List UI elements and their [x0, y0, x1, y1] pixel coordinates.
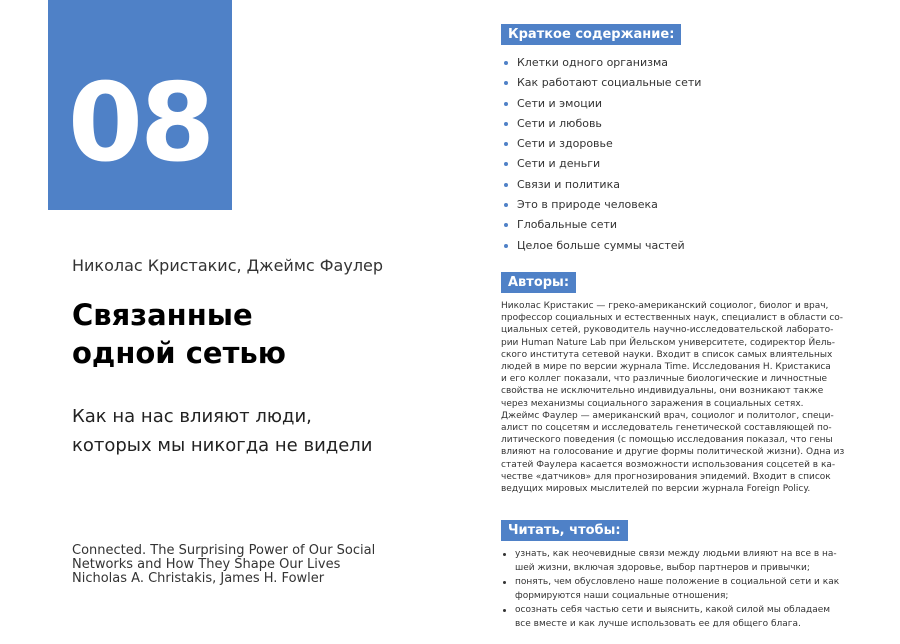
authors-text-line: циальных сетей, руководитель научно-исследовательской лаборато-: [501, 325, 834, 336]
authors-text-line: литического поведения (с помощью исследования показал, что гены: [501, 435, 833, 446]
read-item: [501, 604, 831, 631]
authors-text-line: и его коллег показали, что различные биологические и личностные: [501, 374, 828, 385]
summary-item: Сети и деньги: [501, 156, 701, 176]
summary-item: Связи и политика: [501, 177, 701, 197]
summary-item: Клетки одного организма: [501, 55, 701, 75]
summary-section: [501, 24, 701, 258]
original-title: [72, 544, 375, 586]
book-title: [72, 296, 286, 372]
book-subtitle: [72, 402, 373, 460]
summary-item: Сети и здоровье: [501, 136, 701, 156]
authors-text: [501, 300, 845, 495]
chapter-number: 08: [67, 61, 213, 186]
read-item: [501, 548, 837, 575]
authors-text-line: профессор социальных и естественных наук, специалист в области со-: [501, 313, 844, 324]
authors-text-line: свойства не исключительно индивидуальны, они возникают также: [501, 386, 824, 397]
authors-text-line: рии Human Nature Lab при Йельском университете, содиректор Йель-: [501, 337, 836, 348]
authors-text-line: ведущих мировых мыслителей по версии журнала Foreign Policy.: [501, 484, 811, 495]
summary-item: Сети и любовь: [501, 116, 701, 136]
authors-text-line: алист по соцсетям и исследователь генетической составляющей по-: [501, 423, 832, 434]
read-item-line: узнать, как неочевидные связи между людьми влияют на все в на-: [515, 549, 837, 559]
authors-text-line: Джеймс Фаулер — американский врач, социолог и политолог, специ-: [501, 410, 834, 421]
read-item-line: все вместе и как лучше использовать ее для общего блага.: [515, 618, 801, 629]
chapter-number-block: [48, 0, 232, 210]
subtitle-line: Как на нас влияют люди,: [72, 406, 312, 427]
read-section: [501, 520, 840, 632]
read-list: [501, 548, 840, 631]
read-item: [501, 576, 840, 603]
authors-section: [501, 272, 845, 495]
book-title-line: Связанные: [72, 298, 253, 332]
summary-item: Как работают социальные сети: [501, 75, 701, 95]
authors-text-line: Николас Кристакис — греко-американский социолог, биолог и врач,: [501, 301, 829, 311]
book-title-line: одной сетью: [72, 336, 286, 370]
summary-heading: Краткое содержание:: [501, 24, 681, 45]
original-line: Nicholas A. Christakis, James H. Fowler: [72, 571, 325, 586]
subtitle-line: которых мы никогда не видели: [72, 435, 373, 456]
read-item-line: формируются наши социальные отношения;: [515, 590, 729, 601]
authors-text-line: ского института сетевой науки. Входит в список самых влиятельных: [501, 349, 833, 360]
authors-heading: Авторы:: [501, 272, 576, 293]
original-line: Connected. The Surprising Power of Our Social: [72, 543, 376, 558]
read-item-line: осознать себя частью сети и выяснить, какой силой мы обладаем: [515, 605, 831, 615]
authors-text-line: через механизмы социального заражения в социальных сетях.: [501, 398, 804, 409]
authors-text-line: людей в мире по версии журнала Time. Исследования Н. Кристакиса: [501, 362, 831, 373]
authors-line: Николас Кристакис, Джеймс Фаулер: [72, 256, 384, 275]
summary-item: Это в природе человека: [501, 197, 701, 217]
summary-item: Глобальные сети: [501, 217, 701, 237]
summary-list: [501, 55, 701, 258]
original-line: Networks and How They Shape Our Lives: [72, 557, 341, 572]
read-item-line: понять, чем обусловлено наше положение в социальной сети и как: [515, 577, 840, 587]
summary-item: Целое больше суммы частей: [501, 238, 701, 258]
authors-text-line: честве «датчиков» для прогнозирования эпидемий. Входит в список: [501, 471, 831, 482]
summary-item: Сети и эмоции: [501, 96, 701, 116]
read-heading: Читать, чтобы:: [501, 520, 628, 541]
read-item-line: шей жизни, включая здоровье, выбор партнеров и привычки;: [515, 562, 810, 573]
authors-text-line: статей Фаулера касается возможности использования соцсетей в ка-: [501, 459, 836, 470]
authors-text-line: влияют на голосование и другие формы политической жизни). Одна из: [501, 447, 845, 458]
